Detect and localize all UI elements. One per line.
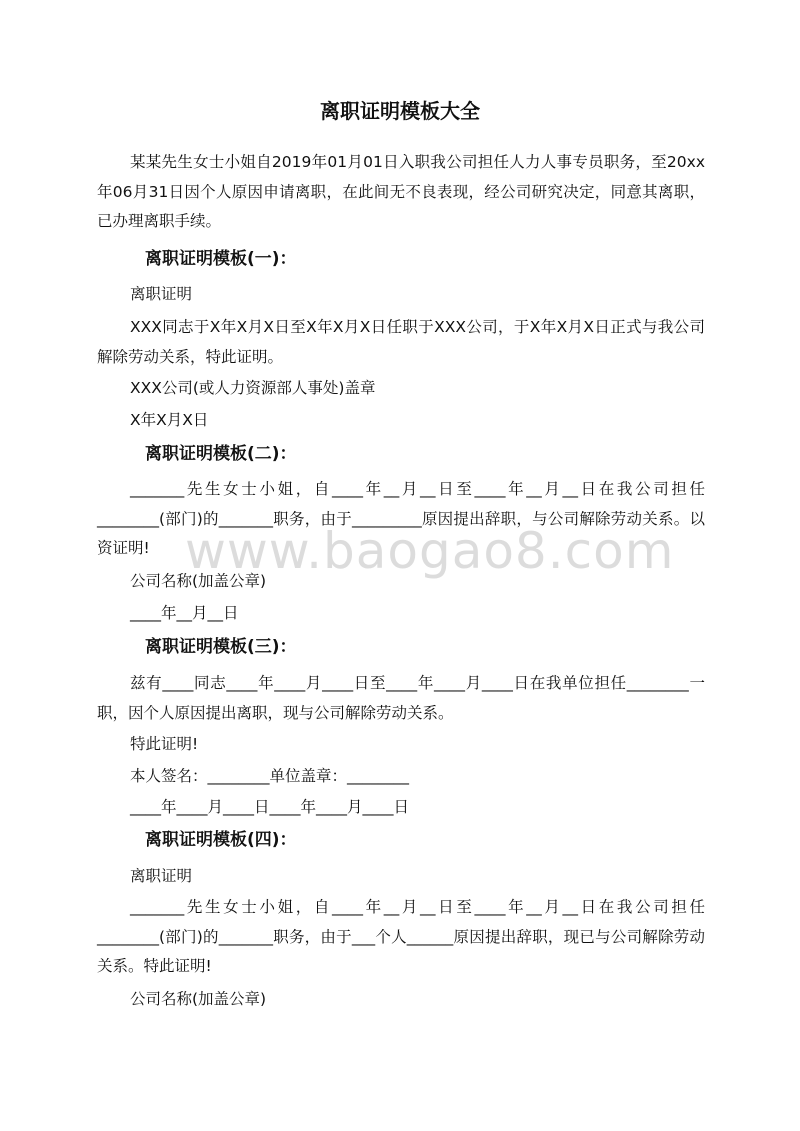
section-4-company: 公司名称(加盖公章) <box>130 990 267 1008</box>
section-2-heading: 离职证明模板(二)： <box>145 444 297 464</box>
intro-paragraph: 某某先生女士小姐自2019年01月01日入职我公司担任人力人事专员职务，至20xx年06月31日因个人原因申请离职，在此间无不良表现，经公司研究决定，同意其离职，已办理离职手续。 <box>97 153 705 230</box>
section-1-stamp: XXX公司(或人力资源部人事处)盖章 <box>130 379 376 397</box>
watermark: www.baogao8.com <box>185 522 675 580</box>
section-2-body: _______先生女士小姐，自____年__月__日至____年__月__日在我公司担任________(部门)的_______职务，由于_________原因提出辞职，与公司解除劳动关系。以资证明! <box>97 480 705 557</box>
section-1-date: X年X月X日 <box>130 411 209 429</box>
section-3-certify: 特此证明! <box>130 735 199 753</box>
section-4-label: 离职证明 <box>130 867 193 885</box>
section-3-date: ____年____月____日____年____月____日 <box>130 798 410 816</box>
section-2-date: ____年__月__日 <box>130 604 239 622</box>
section-1-label: 离职证明 <box>130 285 193 303</box>
section-2-company: 公司名称(加盖公章) <box>130 572 267 590</box>
section-4-body: _______先生女士小姐，自____年__月__日至____年__月__日在我公司担任________(部门)的_______职务，由于___个人______原因提出辞职，现已与公司解除劳动关系。特此证明! <box>97 898 705 975</box>
section-3-signature: 本人签名：________单位盖章：________ <box>130 767 410 785</box>
section-3-body: 兹有____同志____年____月____日至____年____月____日在我单位担任________一职，因个人原因提出离职，现与公司解除劳动关系。 <box>97 674 705 722</box>
section-1-body: XXX同志于X年X月X日至X年X月X日任职于XXX公司，于X年X月X日正式与我公司解除劳动关系，特此证明。 <box>97 318 705 366</box>
section-4-heading: 离职证明模板(四)： <box>145 830 297 850</box>
document-title: 离职证明模板大全 <box>320 99 480 123</box>
section-3-heading: 离职证明模板(三)： <box>145 637 297 657</box>
section-1-heading: 离职证明模板(一)： <box>145 249 297 269</box>
